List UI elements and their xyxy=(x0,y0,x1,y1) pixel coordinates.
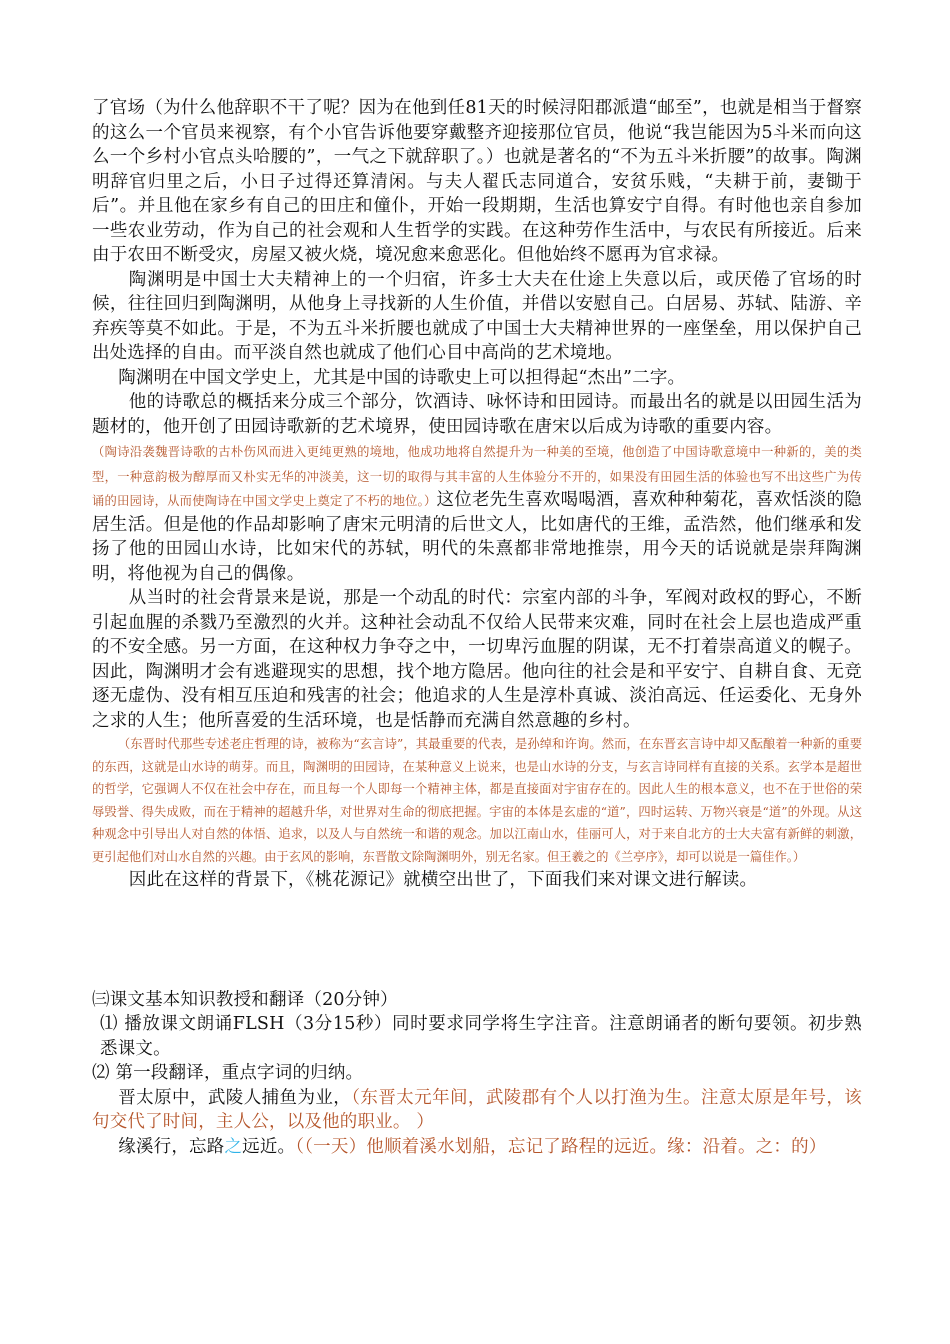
step-1: ⑴ 播放课文朗诵FLSH（3分15秒）同时要求同学将生字注音。注意朗诵者的断句要领。初步熟悉课文。 xyxy=(100,1014,862,1059)
translation-line-1 xyxy=(92,1086,862,1135)
document-page xyxy=(92,96,862,1159)
paragraph-resignation: 了官场（为什么他辞职不干了呢？因为在他到任81天的时候浔阳郡派遣“邮至”，也就是相当于督察的这么一个官员来视察，有个小官告诉他要穿戴整齐迎接那位官员，他说“我岂能因为5斗米而向这么一个乡村小官点头哈腰的”，一气之下就辞职了。）也就是著名的“不为五斗米折腰”的故事。陶渊明辞官归里之后，小日子过得还算清闲。与夫人翟氏志同道合，安贫乐贱，“夫耕于前，妻锄于后”。并且他在家乡有自己的田庄和僮仆，开始一段期期，生活也算安宁自得。有时他也亲自参加一些农业劳动，作为自己的社会观和人生哲学的实践。在这种劳作生活中，与农民有所接近。后来由于农田不断受灾，房屋又被火烧，境况愈来愈恶化。但他始终不愿再为官求禄。 xyxy=(92,98,862,265)
influence-text: 这位老先生喜欢喝喝酒，喜欢种种菊花，喜欢恬淡的隐居生活。但是他的作品却影响了唐宋元明清的后世文人，比如唐代的王维，孟浩然，他们继承和发扬了他的田园山水诗，比如宋代的苏轼，明代的朱熹都非常地推崇，用今天的话说就是崇拜陶渊明，将他视为自己的偶像。 xyxy=(92,490,862,584)
highlight-zhi: 之 xyxy=(224,1136,243,1157)
original-text-1: 晋太原中，武陵人捕鱼为业， xyxy=(118,1087,352,1108)
paragraph-transition: 因此在这样的背景下，《桃花源记》就横空出世了，下面我们来对课文进行解读。 xyxy=(128,870,758,890)
translation-line-2 xyxy=(92,1135,862,1160)
blank-space xyxy=(92,893,862,988)
note-tao-poetry: （陶诗沿袭魏晋诗歌的古朴伤风而进入更纯更熟的境地，他成功地将自然提升为一种美的至境，他创造了中国诗歌意境中一种新的，美的类型，一种意韵极为醇厚而又朴实无华的冲淡美，这一切的取得与其丰富的人生体验分不开的，如果没有田园生活的体验也写不出这些广为传诵的田园诗，从而使陶诗在中国文学史上奠定了不朽的地位。） xyxy=(92,445,862,508)
original-text-2b: 远近。 xyxy=(242,1136,296,1157)
paragraph-literary-status: 陶渊明在中国文学史上，尤其是中国的诗歌史上可以担得起“杰出”二字。 xyxy=(118,367,686,388)
paragraph-poetry-categories: 他的诗歌总的概括来分成三个部分，饮酒诗、咏怀诗和田园诗。而最出名的就是以田园生活为题材的，他开创了田园诗歌新的艺术境界，使田园诗歌在唐宋以后成为诗歌的重要内容。 xyxy=(92,392,862,437)
paragraph-spiritual-refuge: 陶渊明是中国士大夫精神上的一个归宿，许多士大夫在仕途上失意以后，或厌倦了官场的时候，往往回归到陶渊明，从他身上寻找新的人生价值，并借以安慰自己。白居易、苏轼、陆游、辛弃疾等莫不如此。于是，不为五斗米折腰也就成了中国士大夫精神世界的一座堡垒，用以保护自己出处选择的自由。而平淡自然也就成了他们心目中高尚的艺术境地。 xyxy=(92,269,862,363)
step-2: ⑵ 第一段翻译，重点字词的归纳。 xyxy=(92,1063,364,1083)
translation-1: （东晋太元年间，武陵郡有个人以打渔为生。注意太原是年号，该句交代了时间，主人公，以及他的职业。 ） xyxy=(92,1087,862,1132)
note-xuanyan-poetry: （东晋时代那些专述老庄哲理的诗，被称为“玄言诗”，其最重要的代表，是孙绰和许询。然而，在东晋玄言诗中却又酝酿着一种新的重要的东西，这就是山水诗的萌芽。而且，陶渊明的田园诗，在某种意义上说来，也是山水诗的分支，与玄言诗同样有直接的关系。玄学本是超世的哲学，它强调人不仅在社会中存在，而且每一个人即每一个精神主体，都是直接面对宇宙存在的。因此人生的根本意义，也不在于世俗的荣辱毁誉、得失成败，而在于精神的超越升华，对世界对生命的彻底把握。宇宙的本体是玄虚的“道”，四时运转、万物兴衰是“道”的外现。从这种观念中引导出人对自然的体悟、追求，以及人与自然统一和谐的观念。加以江南山水，佳丽可人，对于来自北方的士大夫富有新鲜的刺激，更引起他们对山水自然的兴趣。由于玄风的影响，东晋散文除陶渊明外，别无名家。但王羲之的《兰亭序》，却可以说是一篇佳作。） xyxy=(92,737,862,864)
translation-2: （（一天）他顺着溪水划船，忘记了路程的远近。缘：沿着。之：的） xyxy=(295,1136,827,1157)
original-text-2a: 缘溪行，忘路 xyxy=(118,1136,225,1157)
paragraph-influence xyxy=(92,439,862,586)
paragraph-social-background: 从当时的社会背景来是说，那是一个动乱的时代：宗室内部的斗争，军阀对政权的野心，不断引起血腥的杀戮乃至激烈的火并。这种社会动乱不仅给人民带来灾难，同时在社会上层也造成严重的不安全感。另一方面，在这种权力争夺之中，一切卑污血腥的阴谋，无不打着崇高道义的幌子。因此，陶渊明才会有逃避现实的思想，找个地方隐居。他向往的社会是和平安宁、自耕自食、无竞逐无虚伪、没有相互压迫和残害的社会；他追求的人生是淳朴真诚、淡泊高远、任运委化、无身外之求的人生；他所喜爱的生活环境，也是恬静而充满自然意趣的乡村。 xyxy=(92,588,862,731)
section-heading: ㈢课文基本知识教授和翻译（20分钟） xyxy=(92,989,398,1010)
